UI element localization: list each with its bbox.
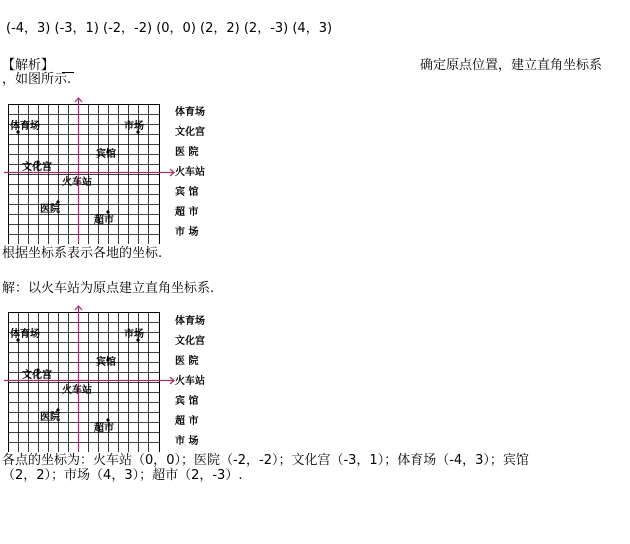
legend-item: 体育场	[175, 316, 205, 327]
label-stadium: 体育场	[10, 329, 40, 340]
solution: 解：以火车站为原点建立直角坐标系.	[2, 281, 215, 296]
legend-item: 超 市	[175, 416, 199, 427]
label-station: 火车站	[62, 385, 92, 396]
legend-item: 火车站	[175, 167, 205, 178]
coordinate-grid-2	[0, 304, 180, 452]
label-market: 市场	[124, 329, 144, 340]
text-mid: 根据坐标系表示各地的坐标.	[2, 246, 163, 261]
label-station: 火车站	[62, 177, 92, 188]
analysis-right-text: 确定原点位置，建立直角坐标系	[420, 58, 603, 73]
answer-line: (-4，3) (-3，1) (-2，-2) (0，0) (2，2) (2，-3) (4，3)	[6, 21, 333, 36]
analysis-cont: ，如图所示.	[2, 72, 72, 87]
label-supermarket: 超市	[94, 215, 114, 226]
legend-item: 超 市	[175, 207, 199, 218]
legend-item: 医 院	[175, 147, 199, 158]
legend-item: 宾 馆	[175, 187, 199, 198]
label-culture: 文化宫	[22, 370, 52, 381]
label-stadium: 体育场	[10, 121, 40, 132]
analysis-tag: 【解析】	[2, 58, 55, 73]
legend-item: 市 场	[175, 227, 199, 238]
label-supermarket: 超市	[94, 423, 114, 434]
label-hotel: 宾馆	[96, 357, 116, 368]
label-hotel: 宾馆	[96, 149, 116, 160]
label-market: 市场	[124, 121, 144, 132]
legend-1	[175, 103, 205, 243]
legend-item: 体育场	[175, 107, 205, 118]
legend-item: 市 场	[175, 436, 199, 447]
final-line-1: 各点的坐标为：火车站（0，0）；医院（-2，-2）；文化宫（-3，1）；体育场（-4，3）；宾馆	[2, 453, 529, 468]
legend-item: 医 院	[175, 356, 199, 367]
legend-item: 文化宫	[175, 127, 205, 138]
label-hospital: 医院	[40, 204, 60, 215]
final-line-2: （2，2）；市场（4，3）；超市（2，-3）.	[2, 468, 243, 483]
legend-item: 火车站	[175, 376, 205, 387]
label-culture: 文化宫	[22, 162, 52, 173]
legend-item: 文化宫	[175, 336, 205, 347]
legend-2	[175, 312, 205, 452]
label-hospital: 医院	[40, 412, 60, 423]
coordinate-grid-1	[0, 96, 180, 244]
legend-item: 宾 馆	[175, 396, 199, 407]
